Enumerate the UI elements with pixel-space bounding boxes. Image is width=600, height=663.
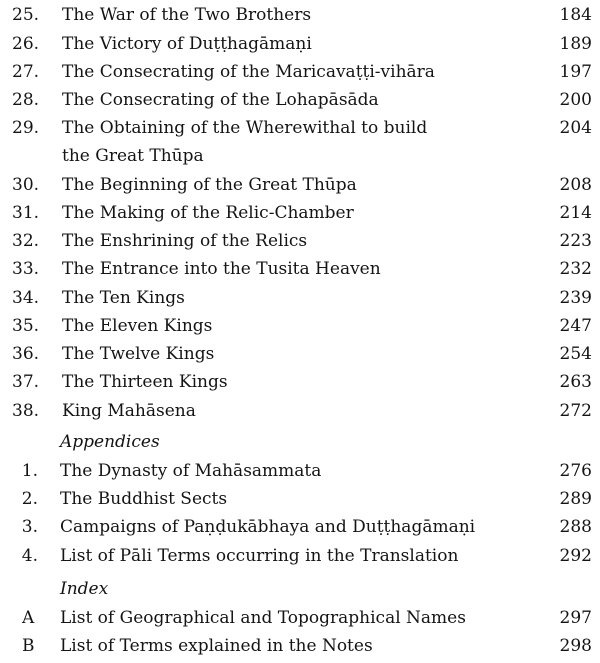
entry-page-number: 288 bbox=[559, 517, 592, 537]
entry-page-number: 200 bbox=[559, 90, 592, 110]
entry-number: 2. bbox=[21, 489, 38, 509]
entry-number: 32. bbox=[12, 231, 40, 251]
toc-entry[interactable] bbox=[0, 312, 600, 340]
toc-entry[interactable] bbox=[0, 284, 600, 312]
entry-number: 28. bbox=[12, 90, 40, 110]
toc-entry[interactable] bbox=[0, 368, 600, 396]
entry-number: 36. bbox=[12, 344, 40, 364]
entry-page-number: 292 bbox=[559, 546, 592, 566]
entry-number: 30. bbox=[12, 175, 40, 195]
toc-entry[interactable] bbox=[0, 457, 600, 485]
entry-title: The Ten Kings bbox=[62, 288, 185, 308]
entry-title: List of Geographical and Topographical Names bbox=[60, 608, 466, 628]
entry-title: The Victory of Duṭṭhagāmaṇi bbox=[62, 34, 312, 54]
entry-title: The Dynasty of Mahāsammata bbox=[60, 461, 322, 481]
toc-entry[interactable] bbox=[0, 30, 600, 58]
entry-title: King Mahāsena bbox=[62, 401, 196, 421]
entry-title: The Buddhist Sects bbox=[60, 489, 228, 509]
index-heading: Index bbox=[60, 579, 109, 599]
toc-entry[interactable] bbox=[0, 397, 600, 425]
toc-entry-continuation bbox=[0, 142, 600, 170]
entry-title-continued: the Great Thūpa bbox=[62, 146, 204, 166]
entry-number: 3. bbox=[21, 517, 38, 537]
entry-number: 1. bbox=[21, 461, 38, 481]
entry-page-number: 298 bbox=[559, 636, 592, 656]
entry-page-number: 247 bbox=[559, 316, 592, 336]
toc-entry[interactable] bbox=[0, 485, 600, 513]
entry-page-number: 263 bbox=[559, 372, 592, 392]
entry-page-number: 289 bbox=[559, 489, 592, 509]
toc-entry[interactable] bbox=[0, 632, 600, 660]
entry-number: 33. bbox=[12, 259, 40, 279]
entry-title: The Consecrating of the Lohapāsāda bbox=[62, 90, 379, 110]
entry-page-number: 254 bbox=[559, 344, 592, 364]
toc-entry[interactable] bbox=[0, 86, 600, 114]
entry-number: 31. bbox=[12, 203, 40, 223]
entry-title: The Thirteen Kings bbox=[62, 372, 228, 392]
entry-number: 25. bbox=[12, 5, 40, 25]
entry-page-number: 189 bbox=[559, 34, 592, 54]
toc-entry[interactable] bbox=[0, 1, 600, 29]
toc-entry[interactable] bbox=[0, 227, 600, 255]
entry-page-number: 297 bbox=[559, 608, 592, 628]
entry-number: 34. bbox=[12, 288, 40, 308]
entry-number: 29. bbox=[12, 118, 40, 138]
entry-page-number: 232 bbox=[559, 259, 592, 279]
entry-page-number: 214 bbox=[559, 203, 592, 223]
entry-number: 37. bbox=[12, 372, 40, 392]
toc-entry[interactable] bbox=[0, 58, 600, 86]
entry-page-number: 197 bbox=[559, 62, 592, 82]
entry-title: The Consecrating of the Maricavaṭṭi-vihāra bbox=[62, 62, 435, 82]
toc-entry[interactable] bbox=[0, 114, 600, 142]
entry-title: List of Pāli Terms occurring in the Translation bbox=[60, 546, 459, 566]
entry-title: The Obtaining of the Wherewithal to build bbox=[62, 118, 428, 138]
entry-letter: A bbox=[22, 608, 35, 628]
entry-number: 26. bbox=[12, 34, 40, 54]
entry-letter: B bbox=[22, 636, 35, 656]
entry-title: Campaigns of Paṇḍukābhaya and Duṭṭhagāmaṇi bbox=[60, 517, 476, 537]
entry-title: The War of the Two Brothers bbox=[62, 5, 312, 25]
entry-page-number: 208 bbox=[559, 175, 592, 195]
entry-title: List of Terms explained in the Notes bbox=[60, 636, 373, 656]
entry-title: The Entrance into the Tusita Heaven bbox=[62, 259, 381, 279]
entry-number: 27. bbox=[12, 62, 40, 82]
entry-page-number: 223 bbox=[559, 231, 592, 251]
appendices-heading: Appendices bbox=[60, 432, 160, 452]
entry-title: The Twelve Kings bbox=[62, 344, 215, 364]
entry-title: The Making of the Relic-Chamber bbox=[62, 203, 354, 223]
toc-entry[interactable] bbox=[0, 513, 600, 541]
entry-page-number: 204 bbox=[559, 118, 592, 138]
toc-entry[interactable] bbox=[0, 199, 600, 227]
entry-page-number: 239 bbox=[559, 288, 592, 308]
entry-number: 35. bbox=[12, 316, 40, 336]
toc-entry[interactable] bbox=[0, 340, 600, 368]
entry-number: 38. bbox=[12, 401, 40, 421]
toc-entry[interactable] bbox=[0, 542, 600, 570]
entry-number: 4. bbox=[21, 546, 38, 566]
entry-title: The Enshrining of the Relics bbox=[62, 231, 308, 251]
toc-entry[interactable] bbox=[0, 255, 600, 283]
entry-title: The Eleven Kings bbox=[62, 316, 213, 336]
entry-page-number: 272 bbox=[559, 401, 592, 421]
toc-entry[interactable] bbox=[0, 604, 600, 632]
entry-title: The Beginning of the Great Thūpa bbox=[62, 175, 357, 195]
toc-entry[interactable] bbox=[0, 171, 600, 199]
entry-page-number: 276 bbox=[559, 461, 592, 481]
entry-page-number: 184 bbox=[559, 5, 592, 25]
